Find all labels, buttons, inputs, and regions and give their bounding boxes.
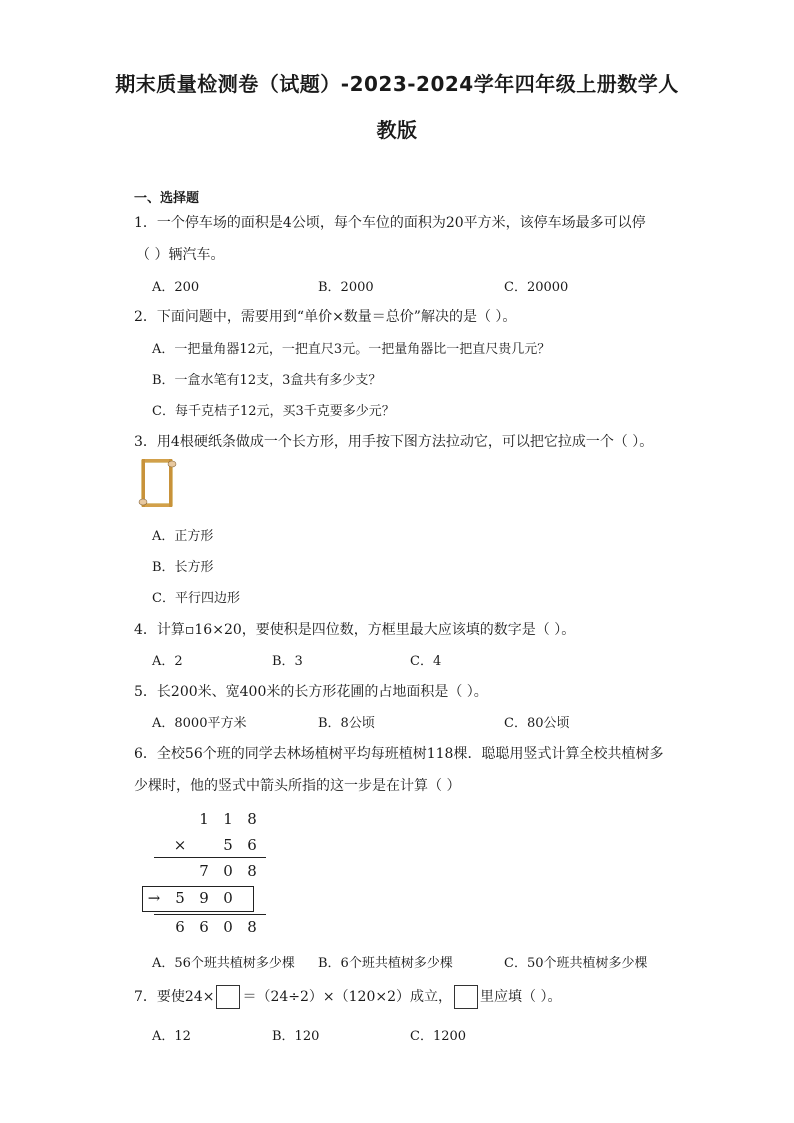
q5-option-a[interactable]: A．8000平方米 <box>152 716 247 731</box>
q4-option-c[interactable]: C．4 <box>410 654 442 669</box>
q6-option-a[interactable]: A．56个班共植树多少棵 <box>152 956 295 971</box>
calc-digit: 1 <box>199 810 209 828</box>
q3-option-a[interactable]: A．正方形 <box>152 529 214 544</box>
q7-part2: ＝（24÷2）×（120×2）成立， <box>242 989 452 1005</box>
calc-digit: 6 <box>199 918 209 936</box>
calc-digit: 8 <box>247 918 257 936</box>
calc-digit: 5 <box>223 836 233 854</box>
q2-option-c[interactable]: C．每千克桔子12元，买3千克要多少元？ <box>152 404 395 419</box>
q7-part1: 7．要使24× <box>134 989 215 1005</box>
calc-digit: 1 <box>223 810 233 828</box>
q3-option-b[interactable]: B．长方形 <box>152 560 214 575</box>
calc-digit: 8 <box>247 862 257 880</box>
q5-option-b[interactable]: B．8公顷 <box>318 716 375 731</box>
calc-digit: 7 <box>199 862 209 880</box>
calc-digit: 0 <box>223 889 233 907</box>
blank-box <box>216 985 240 1009</box>
q1-option-b[interactable]: B．2000 <box>318 280 374 295</box>
q3-stem: 3．用4根硬纸条做成一个长方形，用手按下图方法拉动它，可以把它拉成一个（ ）。 <box>134 434 654 450</box>
q7-option-b[interactable]: B．120 <box>272 1029 320 1044</box>
calc-times-sign: × <box>173 836 187 854</box>
page-title-line2: 教版 <box>376 118 418 142</box>
q1-option-c[interactable]: C．20000 <box>504 280 569 295</box>
calc-digit: 9 <box>199 889 209 907</box>
q2-stem: 2．下面问题中，需要用到“单价×数量＝总价”解决的是（ ）。 <box>134 309 517 325</box>
page-title-line1: 期末质量检测卷（试题）-2023-2024学年四年级上册数学人 <box>115 72 679 96</box>
q1-line2: （ ）辆汽车。 <box>136 247 225 263</box>
q4-stem: 4．计算▫16×20，要使积是四位数，方框里最大应该填的数字是（ ）。 <box>134 622 576 638</box>
q2-option-b[interactable]: B．一盒水笔有12支，3盒共有多少支？ <box>152 373 382 388</box>
q7-option-c[interactable]: C．1200 <box>410 1029 467 1044</box>
calc-line <box>154 914 266 915</box>
section-heading: 一、选择题 <box>134 191 200 206</box>
q4-option-a[interactable]: A．2 <box>152 654 183 669</box>
q7-option-a[interactable]: A．12 <box>152 1029 191 1044</box>
q3-option-c[interactable]: C．平行四边形 <box>152 591 240 606</box>
rectangle-frame-figure <box>138 456 178 510</box>
calc-digit: 0 <box>223 862 233 880</box>
calc-line <box>154 857 266 858</box>
q1-line1: 1．一个停车场的面积是4公顷，每个车位的面积为20平方米，该停车场最多可以停 <box>134 215 646 231</box>
arrow-icon: → <box>147 889 161 907</box>
q6-option-b[interactable]: B．6个班共植树多少棵 <box>318 956 453 971</box>
q4-option-b[interactable]: B．3 <box>272 654 303 669</box>
calc-digit: 0 <box>223 918 233 936</box>
q6-option-c[interactable]: C．50个班共植树多少棵 <box>504 956 648 971</box>
blank-box <box>454 985 478 1009</box>
q7-part3: 里应填（ ）。 <box>480 989 562 1005</box>
q6-line2: 少棵时，他的竖式中箭头所指的这一步是在计算（ ） <box>134 778 461 794</box>
q1-option-a[interactable]: A．200 <box>152 280 200 295</box>
q5-stem: 5．长200米、宽400米的长方形花圃的占地面积是（ ）。 <box>134 684 488 700</box>
q7-stem <box>134 984 561 1010</box>
calc-digit: 6 <box>247 836 257 854</box>
q5-option-c[interactable]: C．80公顷 <box>504 716 570 731</box>
vertical-multiplication <box>140 806 270 940</box>
calc-digit: 5 <box>175 889 185 907</box>
calc-digit: 6 <box>175 918 185 936</box>
q6-line1: 6．全校56个班的同学去林场植树平均每班植树118棵．聪聪用竖式计算全校共植树多 <box>134 746 664 762</box>
q2-option-a[interactable]: A．一把量角器12元，一把直尺3元。一把量角器比一把直尺贵几元？ <box>152 342 551 357</box>
calc-digit: 8 <box>247 810 257 828</box>
